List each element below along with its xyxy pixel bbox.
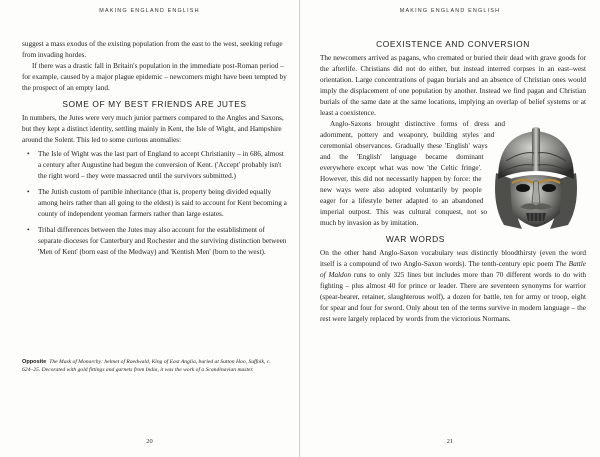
section-heading: WAR WORDS — [385, 234, 445, 244]
bullet-item: • Tribal differences between the Jutes may also account for the establishment of separate dioceses for Canterbury and Rochester and the surviving distinction between 'Men of Kent' (born east of the Medway) and 'Kentish Men' (born to the west). — [22, 225, 287, 258]
running-head: MAKING ENGLAND ENGLISH — [99, 8, 200, 14]
paragraph: If there was a drastic fall in Britain's population in the immediate post-Roman period – for example, caused by a major plague epidemic – newcomers might have been tempted by the prospect of an empty land. — [22, 62, 287, 92]
paragraph: The newcomers arrived as pagans, who cremated or buried their dead with grave goods for the afterlife. Christians did not do either, but instead interred corpses in an east–west orientation. Large concentrations of pagan burials and an absence of Christian ones would imply the displacement of one population by another. Instead we find pagan and Christian burials of the same date at the same locations, implying an overlap of belief systems or at least a coexistence. — [320, 54, 586, 117]
emphasis: was — [456, 249, 468, 257]
figure-caption — [22, 358, 279, 374]
paragraph: In numbers, the Jutes were very much junior partners compared to the Angles and Saxons, but they kept a distinct identity, settling mainly in Kent, the Isle of Wight, and Hampshire around the Solent. This led to some curious anomalies: — [22, 114, 284, 144]
sutton-hoo-helmet-image — [482, 121, 590, 239]
paragraph: Anglo-Saxons brought distinctive forms of dress and adornment, pottery and weaponry, building styles and ceremonial observances. Gradually these 'English' ways and the 'English' language became dominant everywhere except what was now 'the Celtic fringe'. However, this did not necessarily happen by force: the new ways were also adopted voluntarily by people eager for a lifestyle better adapted to an abandoned imperial outpost. This was cultural conquest, not so much by invasion as by imitation. — [320, 120, 505, 227]
bullet-item: • The Jutish custom of partible inheritance (that is, property being divided equally among heirs rather than all going to the eldest) is said to account for Kent becoming a county of independent yeoman farmers rather than large estates. — [22, 187, 287, 220]
running-head: MAKING ENGLAND ENGLISH — [399, 8, 501, 14]
caption-label: Opposite — [22, 359, 47, 365]
left-body-text — [22, 39, 287, 263]
section-heading: COEXISTENCE AND CONVERSION — [376, 39, 530, 49]
text-run: runs to only 325 lines but includes more than 70 different words to do with fighting – plus almost 40 for prince or leader. There are seventeen synonyms for warrior (spear-bearer, retainer, slaughterous wolf), a dozen for battle, ten for army or troop, eight for spear and four for sword. Only about ten of the terms survive in modern language – the rest were largely replaced by words from the victorious Normans. — [320, 271, 586, 323]
paragraph: suggest a mass exodus of the existing population from the east to the west, seeking refuge from invading hordes. — [22, 40, 283, 59]
helmet-illustration — [482, 121, 590, 239]
page-number: 21 — [446, 438, 454, 445]
page-number: 20 — [146, 438, 153, 445]
text-run: distinctly bloodthirsty (even the word itself is a compound of two Anglo-Saxon words). The tenth-century epic poem — [320, 249, 587, 268]
paragraph — [320, 248, 586, 325]
bullet-list — [22, 149, 287, 258]
right-body-text — [320, 39, 586, 325]
section-heading: SOME OF MY BEST FRIENDS ARE JUTES — [62, 99, 247, 109]
caption-text: The Mask of Monarchy: helmet of Raedwald, King of East Anglia, buried at Sutton Hoo, Suffolk, c. 624–25. Decorated with gold fittings and garnets from India, it was the work of a Scandinavian master. — [22, 359, 271, 373]
bullet-item: • The Isle of Wight was the last part of England to accept Christianity – in 686, almost a century after Augustine had begun the conversion of Kent. ('Accept' probably isn't the right word – they were massacred until the survivors submitted.) — [22, 149, 287, 182]
poem-title: The Battle of Maldon — [320, 260, 586, 279]
text-run: On the other hand Anglo-Saxon vocabulary — [320, 249, 457, 257]
right-page — [300, 0, 600, 457]
